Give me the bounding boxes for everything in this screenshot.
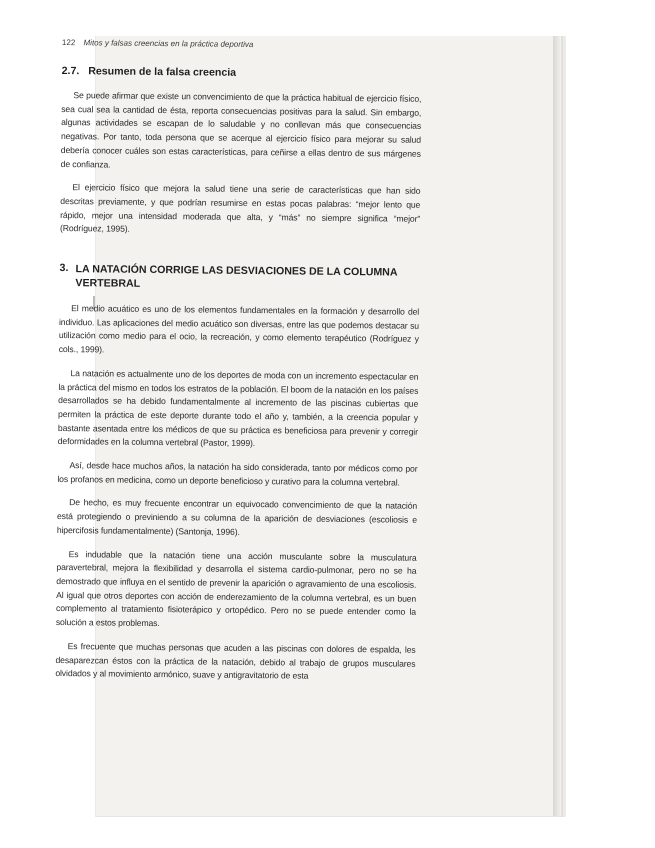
paragraph: Así, desde hace muchos años, la natación ha sido considerada, tanto por médicos como por los profanos en medicina, como un deporte beneficioso y curativo para la columna vertebral. bbox=[57, 460, 418, 488]
paragraph: Es indudable que la natación tiene una acción musculante sobre la musculatura paravertebral, mejora la flexibilidad y desarrolla el sistema cardio-pulmonar, pero no se ha demostrado que influya en el sentido de prevenir la aparición o agravamiento de una escoliosis. Al igual que otros deportes con acción de enderezamiento de la columna vertebral, es un buen complemento al tratamiento fisioterápico y ortopédico. Pero no se puede entender como la solución a estos problemas. bbox=[55, 548, 417, 629]
section-number: 2.7. bbox=[61, 64, 80, 78]
page-edge bbox=[553, 36, 560, 816]
section-title: Resumen de la falsa creencia bbox=[88, 65, 237, 79]
paragraph: Se puede afirmar que existe un convencimiento de que la práctica habitual de ejercicio físico, sea cual sea la cantidad de ésta, reporta consecuencias positivas para la salud. Sin embargo, algunas actividades se escapan de lo saludable y no conllevan más que consecuencias negativas. Por tanto, toda persona que se acerque al ejercicio físico para mejorar su salud debería conocer cuáles son estas características, para ceñirse a ellas dentro de sus márgenes de confianza. bbox=[60, 90, 422, 170]
paragraph: De hecho, es muy frecuente encontrar un equivocado convencimiento de que la natación está protegiendo o previniendo a su columna de la aparición de desviaciones (escoliosis e hipercifosis fundamentalmente) (Santonja, 1996). bbox=[56, 497, 418, 537]
page-content bbox=[55, 38, 422, 695]
running-head-title: Mitos y falsas creencias en la práctica deportiva bbox=[83, 38, 254, 50]
paragraph: La natación es actualmente uno de los deportes de moda con un incremento espectacular en la práctica del mismo en todos los estratos de la población. El boom de la natación en los países desarrollados se ha debido fundamentalmente al incremento de las piscinas cubiertas que permiten la práctica de este deporte durante todo el año y, también, a la creencia popular y bastante asentada entre los médicos de que su práctica es beneficiosa para prevenir y corregir deformidades en la columna vertebral (Pastor, 1999). bbox=[57, 367, 419, 449]
page-number: 122 bbox=[61, 38, 76, 48]
section-3-heading bbox=[59, 262, 419, 294]
section-title: LA NATACIÓN CORRIGE LAS DESVIACIONES DE LA COLUMNA VERTEBRAL bbox=[75, 263, 398, 290]
paragraph: El ejercicio físico que mejora la salud tiene una serie de características que han sido descritas previamente, y que podrían resumirse en estas pocas palabras: “mejor lento que rápido, mejor una intensidad moderada que alta, y “más” no siempre significa “mejor” (Rodríguez, 1995). bbox=[59, 182, 421, 235]
section-number: 3. bbox=[59, 262, 69, 275]
paragraph: Es frecuente que muchas personas que acuden a las piscinas con dolores de espalda, les desaparezcan éstos con la práctica de la natación, debido al trabajo de grupos musculares olvidados y al movimiento armónico, suave y antigravitatorio de esta bbox=[55, 640, 416, 681]
paragraph: El medio acuático es uno de los elementos fundamentales en la formación y desarrollo del individuo. Las aplicaciones del medio acuático son diversas, entre las que podemos destacar su utilización como medio para el ocio, la recreación, y como elemento terapéutico (Rodríguez y cols., 1999). bbox=[58, 303, 420, 355]
section-2-7-heading bbox=[62, 65, 422, 81]
